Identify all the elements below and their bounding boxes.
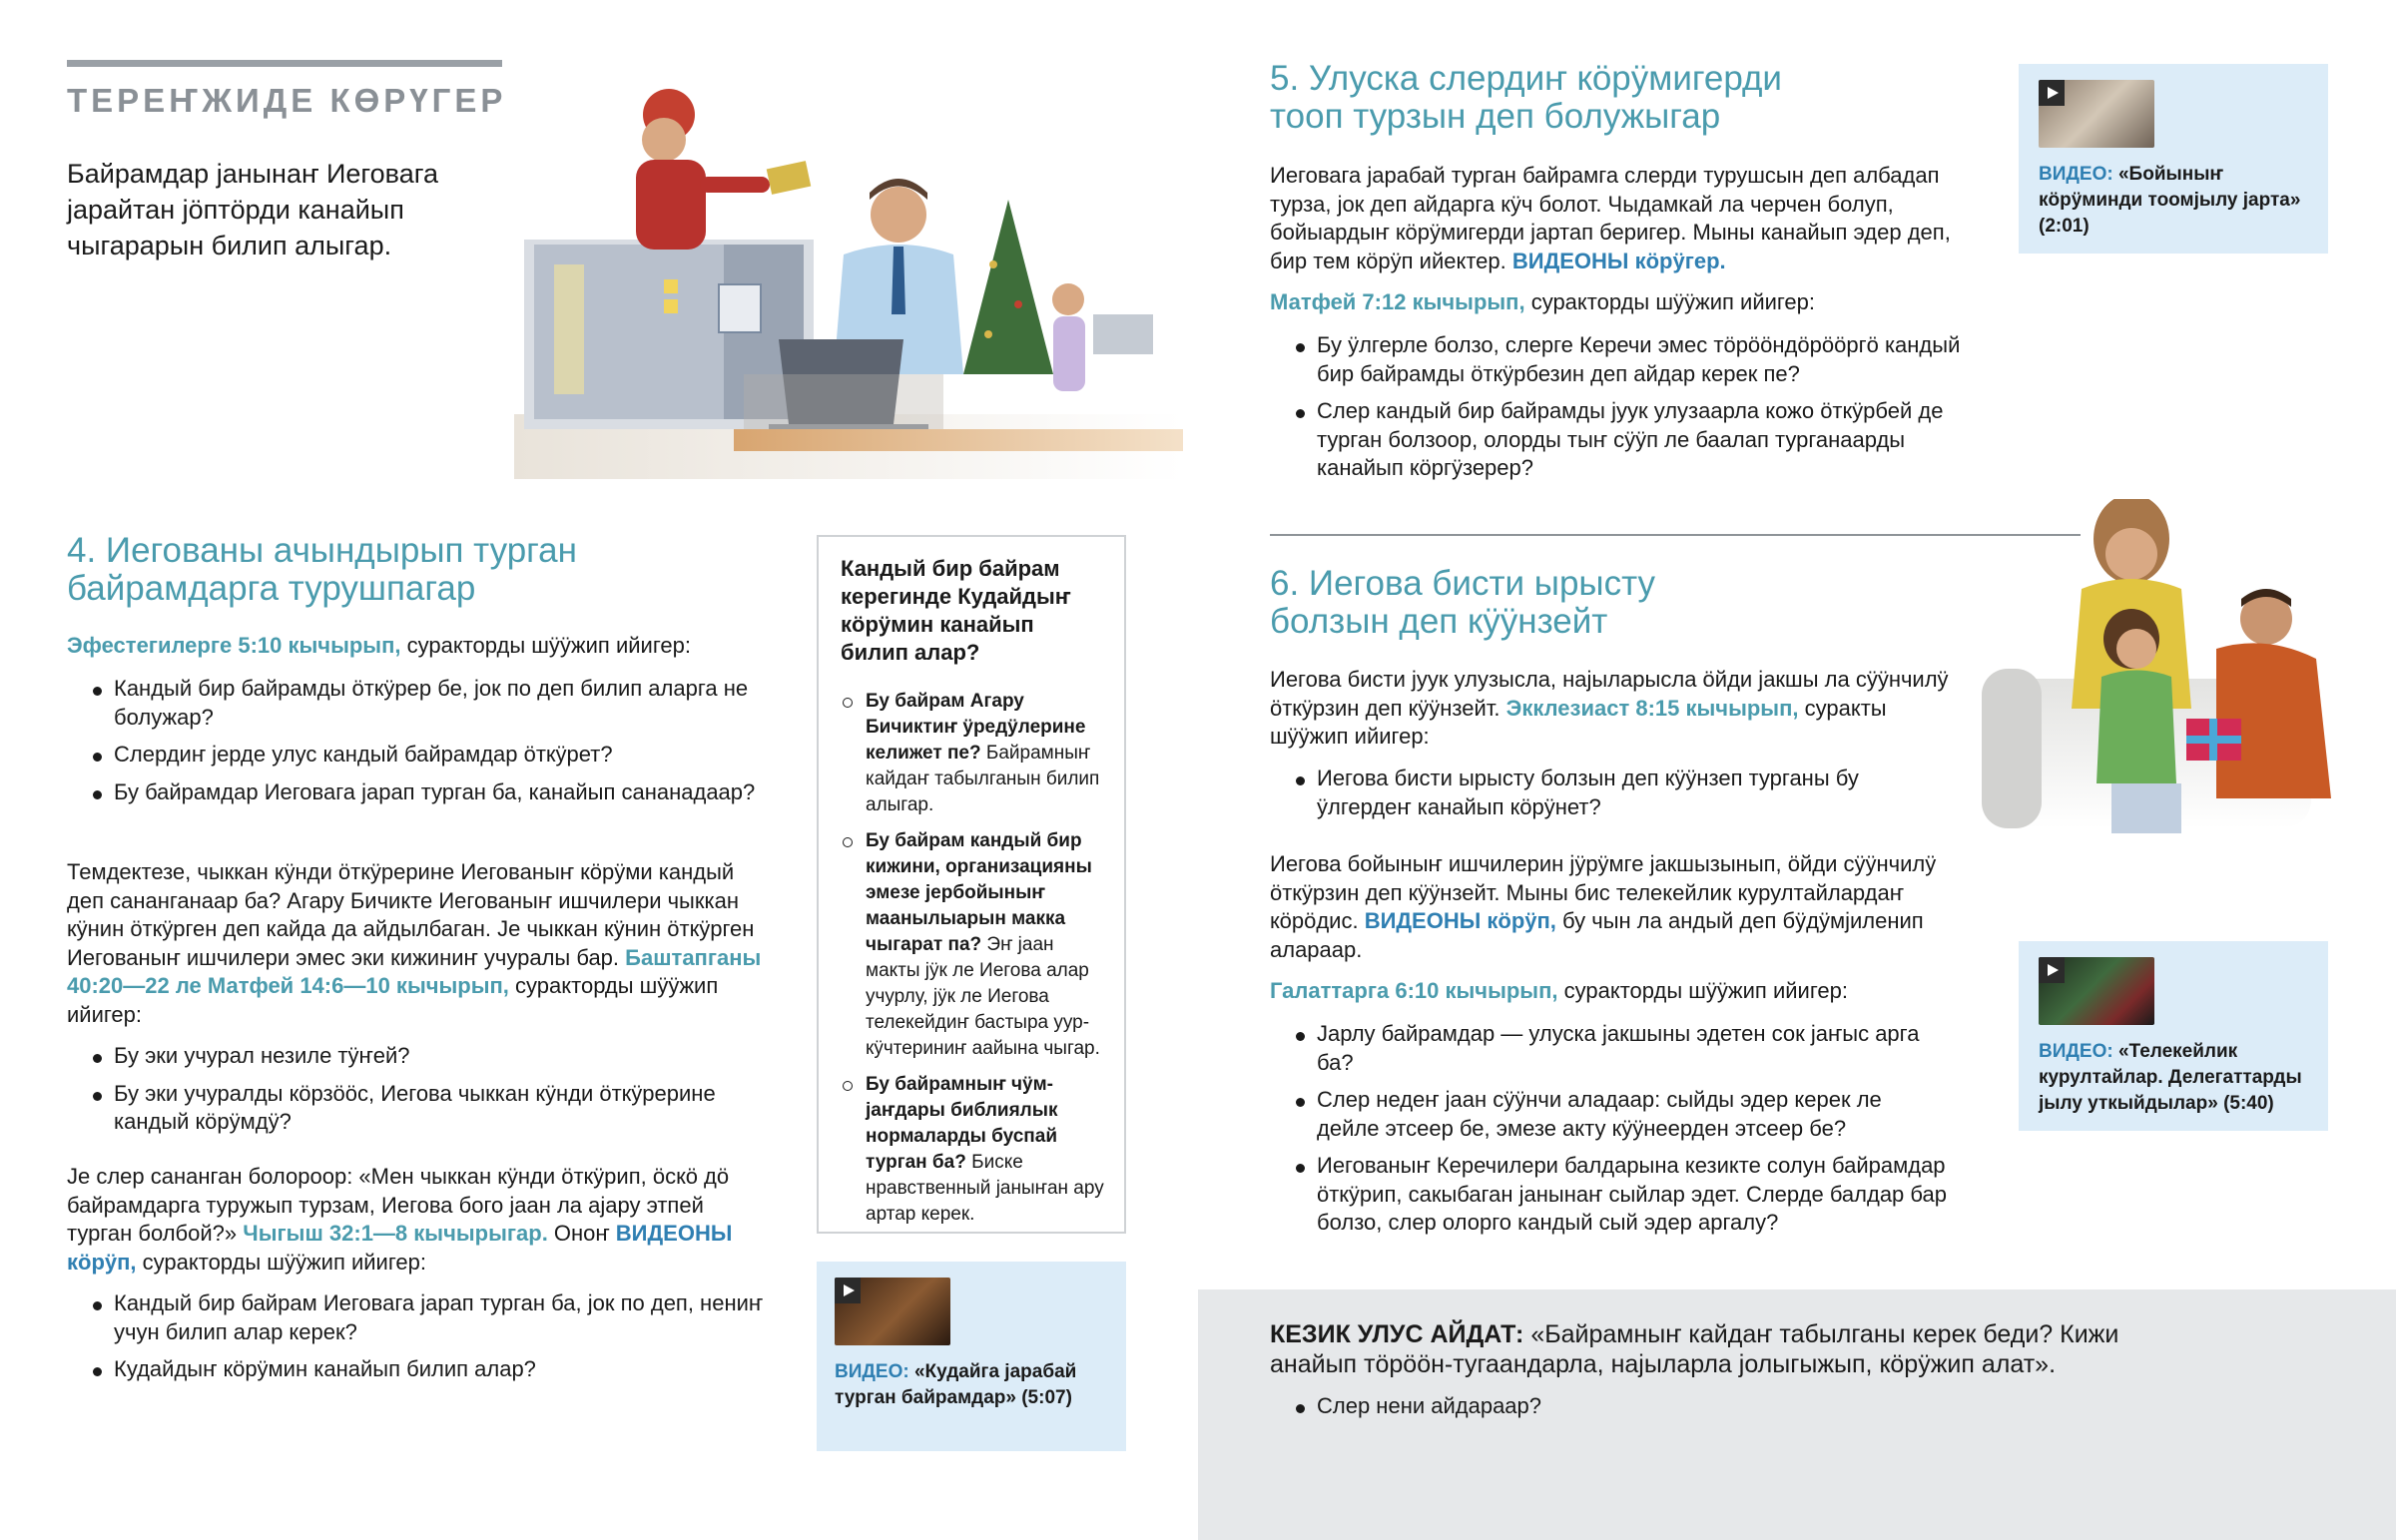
- video-caption: [2039, 1039, 2318, 1117]
- scripture-link-galatians[interactable]: Галаттарга 6:10 кычырып,: [1270, 978, 1558, 1003]
- question-item: Слердиҥ јерде улус кандый байрамдар ӧткӱрет?: [67, 741, 766, 770]
- some-people-say-text: [1270, 1319, 2168, 1379]
- read-instruction-text: суракторды шӱӱжип ийигер:: [136, 1249, 426, 1275]
- paragraph-text: Је слер сананган болороор: «Мен чыккан кӱнди ӧткӱрип, ӧскӧ дӧ байрамдарга туружып турзам, Иегова бого јаан ла ајару этпей турган болбой?»: [67, 1164, 730, 1246]
- question-item: Кандый бир байрамды ӧткӱрер бе, јок по деп билип аларга не болужар?: [67, 675, 766, 732]
- sidebar-box-item: [841, 1072, 1104, 1228]
- deep-title: ТЕРЕҤЖИДЕ КӨРҮГЕР: [67, 82, 507, 119]
- section-4-paragraph-2: [67, 858, 766, 1029]
- sidebar-box-item: [841, 689, 1104, 818]
- video-thumbnail[interactable]: [835, 1278, 950, 1345]
- video-title: «Кудайга јарабай турган байрамдар» (5:07): [835, 1361, 1077, 1408]
- paragraph-text: Темдектезе, чыккан кӱнди ӧткӱрерине Иегованыҥ кӧрӱми кандый деп сананганаар ба? Агару Бичикте Иегованыҥ ишчилери чыккан кӱнин ӧткӱрген деп кайда да айдылбаган. Је чыккан кӱнин ӧткӱрген Иегованыҥ ишчилери эмес эки кижиниҥ учуралы бар.: [67, 859, 755, 970]
- question-item: Бу эки учурал незиле тӱҥей?: [67, 1042, 766, 1071]
- play-icon[interactable]: [2039, 80, 2065, 106]
- video-label: ВИДЕО:: [2039, 1041, 2113, 1062]
- paragraph-text: Иегова бисти јуук улузысла, најыларысла ӧйди јакшы ла сӱӱнчилӱ ӧткӱрзин деп кӱӱнзейт.: [1270, 667, 1949, 721]
- video-title: «Телекейлик курултайлар. Делегаттарды јылу уткыйдылар» (5:40): [2039, 1041, 2302, 1114]
- sidebar-box-item-question: Бу байрамныҥ чӱм-јаҥдары библиялык нормаларды буспай турган ба?: [866, 1074, 1058, 1173]
- scripture-link-exodus[interactable]: Чыгыш 32:1—8 кычырыгар.: [243, 1221, 548, 1246]
- sidebar-box-item-question: Бу байрам Агару Бичиктиҥ ӱредӱлерине келижет пе?: [866, 691, 1086, 764]
- question-item: Слер недеҥ јаан сӱӱнчи аладаар: сыйды эдер керек ле дейле этсеер бе, эмезе акту кӱӱнеерден этсеер бе?: [1270, 1086, 1949, 1143]
- question-item: Бу байрамдар Иеговага јарап турган ба, канайып сананадаар?: [67, 778, 766, 807]
- scripture-link-genesis-matthew[interactable]: Баштапганы 40:20—22 ле Матфей 14:6—10 кычырып,: [67, 944, 762, 998]
- sidebar-box-item: [841, 828, 1104, 1062]
- header-rule: [67, 60, 502, 67]
- scripture-link-ephesians[interactable]: Эфестегилерге 5:10 кычырып,: [67, 633, 401, 658]
- section-5-title-line2: тооп турзын деп болужыгар: [1270, 97, 1721, 136]
- section-5-title-line1: 5. Улуска слердиҥ кӧрӱмигерди: [1270, 59, 1782, 98]
- question-item: Слер нени айдараар?: [1270, 1392, 1969, 1421]
- section-6-questions-1: [1270, 765, 1909, 830]
- section-6-paragraph-1: [1270, 666, 1949, 752]
- paragraph-text: Иегова бойыныҥ ишчилерин јӱрӱмге јакшызынып, ӧйди сӱӱнчилӱ ӧткӱрзин деп кӱӱнзейт. Мыны бис телекейлик курултайлардаҥ кӧрӧдис.: [1270, 851, 1937, 933]
- video-link[interactable]: ВИДЕОНЫ кӧрӱгер.: [1511, 248, 1726, 273]
- section-5-questions: [1270, 331, 1969, 492]
- sidebar-box-item-text: Биске нравственный јаныҥан ару артар керек.: [866, 1152, 1104, 1225]
- paragraph-text: Иеговага јарабай турган байрамга слерди турушсын деп албадап турза, јок деп айдарга кӱч болот. Чыдамкай ла черчен болуп, бойыардыҥ кӧрӱмигерди јартап беригер. Мыны канайып эдер деп, бир тем кӧрӱп ийектер.: [1270, 163, 1951, 273]
- read-instruction-text: суракторды шӱӱжип ийигер:: [67, 973, 719, 1027]
- video-caption: [2039, 162, 2318, 240]
- scripture-link-matthew[interactable]: Матфей 7:12 кычырып,: [1270, 289, 1525, 314]
- video-label: ВИДЕО:: [835, 1361, 909, 1382]
- play-icon[interactable]: [835, 1278, 861, 1303]
- video-label: ВИДЕО:: [2039, 164, 2113, 185]
- section-6-questions-2: [1270, 1020, 1949, 1247]
- read-instruction-text: суракты шӱӱжип ийигер:: [1270, 695, 1887, 749]
- read-instruction-text: суракторды шӱӱжип ийигер:: [1557, 978, 1848, 1003]
- sidebar-box-item-text: Байрамныҥ кайдаҥ табылганын билип алыгар.: [866, 743, 1100, 815]
- section-6-paragraph-2: [1270, 850, 1949, 964]
- question-item: Кудайдыҥ кӧрӱмин канайып билип алар?: [67, 1355, 766, 1384]
- intro-text: Байрамдар јанынаҥ Иеговага јарайтан јӧптӧрди канайып чыгарарын билип алыгар.: [67, 159, 438, 260]
- some-people-say-questions: [1270, 1392, 1969, 1430]
- sidebar-box-item-text: Эҥ јаан макты јӱк ле Иегова алар учурлу, јӱк ле Иегова телекейдиҥ бастыра уур-кӱчтериниҥ аайына чыгар.: [866, 934, 1100, 1059]
- family-illustration: [1972, 499, 2396, 893]
- section-4-questions-1: [67, 675, 766, 815]
- question-item: Кандый бир байрам Иеговага јарап турган ба, јок по деп, нениҥ учун билип алар керек?: [67, 1289, 766, 1346]
- question-item: Слер кандый бир байрамды јуук улузаарла кожо ӧткӱрбей де турган болзоор, олорды тыҥ сӱӱп ле баалап турганаарды канайып кӧргӱзерер?: [1270, 397, 1969, 483]
- paragraph-text: Оноҥ: [547, 1221, 616, 1246]
- sidebar-box-title: Кандый бир байрам керегинде Кудайдыҥ кӧрӱмин канайып билип алар?: [841, 556, 1071, 665]
- section-6-title-line1: 6. Иегова бисти ырысту: [1270, 564, 1655, 603]
- section-4-paragraph-3: [67, 1163, 766, 1277]
- section-6-title-line2: болзын деп кӱӱнзейт: [1270, 602, 1608, 641]
- section-5-paragraph-1: [1270, 162, 1969, 275]
- video-card-own-view[interactable]: [2019, 64, 2328, 254]
- question-item: Јарлу байрамдар — улуска јакшыны эдетен сок јаҥыс арга ба?: [1270, 1020, 1949, 1077]
- question-item: Иегова бисти ырысту болзын деп кӱӱнзеп турганы бу ӱлгердеҥ канайып кӧрӱнет?: [1270, 765, 1909, 821]
- section-6-title: [1270, 565, 1969, 641]
- paragraph-text: бу чын ла андый деп бӱдӱмјиленип алараар.: [1270, 908, 1924, 962]
- read-instruction-text: суракторды шӱӱжип ийигер:: [1524, 289, 1816, 314]
- section-divider: [1270, 534, 2081, 536]
- section-4-read-instruction: [67, 632, 786, 661]
- section-4-title: [67, 532, 786, 608]
- some-people-say-quote: «Байрамныҥ кайдаҥ табылганы керек беди? Кижи анайып тӧрӧӧн-тугаандарла, најыларла јолыгыжып, кӧрӱжип алат».: [1270, 1320, 2119, 1378]
- question-item: Бу ӱлгерле болзо, слерге Керечи эмес тӧрӧӧндӧрӧӧргӧ кандый бир байрамды ӧткӱрбезин деп айдар керек пе?: [1270, 331, 1969, 388]
- section-4-title-line2: байрамдарга турушпагар: [67, 569, 476, 608]
- section-5-title: [1270, 60, 1989, 136]
- section-4-title-line1: 4. Иегованы ачындырып турган: [67, 531, 577, 570]
- video-link[interactable]: ВИДЕОНЫ кӧрӱп,: [67, 1221, 733, 1275]
- section-6-read-instruction: [1270, 977, 1969, 1006]
- question-item: Иегованыҥ Керечилери балдарына кезикте солун байрамдар ӧткӱрип, сакыбаган јанынаҥ сыйлар эдет. Слерде балдар бар болзо, слер олорго кандый сый эдер аргалу?: [1270, 1152, 1949, 1238]
- some-people-say-label: КЕЗИК УЛУС АЙДАТ:: [1270, 1320, 1524, 1348]
- sidebar-box-item-question: Бу байрам кандый бир кижини, организацияны эмезе јербойыныҥ маанылыарын макка чыгарат па?: [866, 830, 1092, 955]
- scripture-link-ecclesiastes[interactable]: Экклезиаст 8:15 кычырып,: [1505, 695, 1799, 721]
- video-card-conventions[interactable]: [2019, 941, 2328, 1131]
- section-4-questions-3: [67, 1289, 766, 1393]
- question-item: Бу эки учуралды кӧрзӧӧс, Иегова чыккан кӱнди ӧткӱрерине кандый кӧрӱмдӱ?: [67, 1080, 766, 1137]
- video-thumbnail[interactable]: [2039, 957, 2154, 1025]
- video-link[interactable]: ВИДЕОНЫ кӧрӱп,: [1364, 908, 1556, 933]
- section-4-questions-2: [67, 1042, 766, 1146]
- video-card-holidays[interactable]: [817, 1262, 1126, 1451]
- section-5-read-instruction: [1270, 288, 1969, 317]
- video-thumbnail[interactable]: [2039, 80, 2154, 148]
- video-caption: [835, 1359, 1114, 1411]
- sidebar-box: [817, 535, 1126, 1234]
- play-icon[interactable]: [2039, 957, 2065, 983]
- office-illustration: [514, 85, 1183, 479]
- video-title: «Бойыныҥ кӧрӱминди тоомјылу јарта» (2:01): [2039, 164, 2301, 237]
- read-instruction-text: суракторды шӱӱжип ийигер:: [400, 633, 691, 658]
- sidebar-box-list: [841, 689, 1104, 1228]
